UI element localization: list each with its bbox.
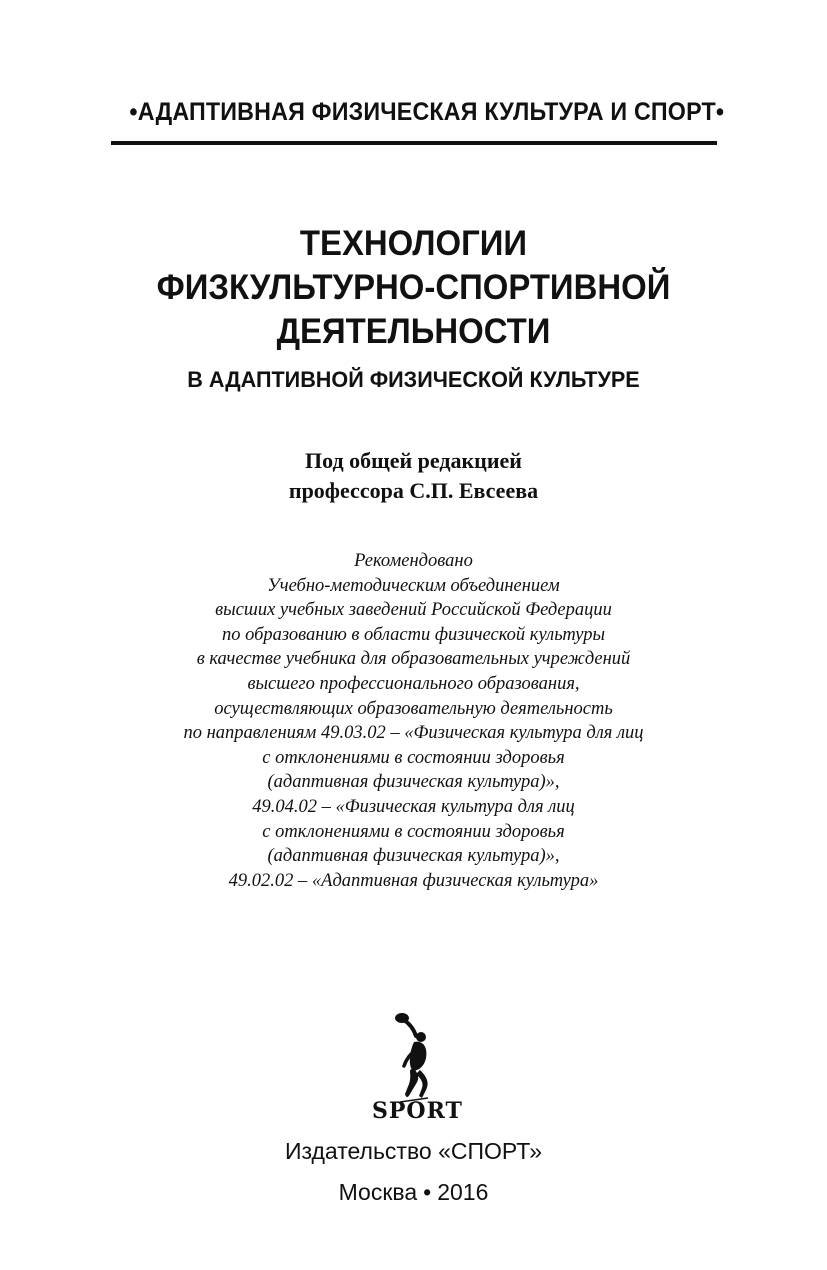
- imprint-line: [100, 1177, 727, 1207]
- recommendation-line: (адаптивная физическая культура)»,: [267, 772, 560, 793]
- recommendation-line: высших учебных заведений Российской Федерации: [215, 600, 612, 621]
- recommendation-text: [60, 549, 767, 893]
- recommendation-line: с отклонениями в состоянии здоровья: [262, 821, 565, 842]
- series-divider: [111, 141, 717, 145]
- recommendation-line: осуществляющих образовательную деятельность: [214, 698, 613, 719]
- editor-line: Под общей редакцией: [305, 448, 522, 473]
- recommendation-line: с отклонениями в состоянии здоровья: [262, 747, 565, 768]
- logo-wordmark: SPORT: [372, 1098, 463, 1124]
- book-title-line: ФИЗКУЛЬТУРНО-СПОРТИВНОЙ: [156, 268, 671, 307]
- city: Москва: [338, 1179, 418, 1205]
- year: 2016: [437, 1179, 489, 1205]
- series-title: •АДАПТИВНАЯ ФИЗИЧЕСКАЯ КУЛЬТУРА И СПОРТ•: [129, 98, 725, 126]
- editor-credit: [100, 446, 727, 506]
- book-subtitle: В АДАПТИВНОЙ ФИЗИЧЕСКОЙ КУЛЬТУРЕ: [187, 367, 640, 392]
- editor-line: профессора С.П. Евсеева: [288, 478, 539, 503]
- recommendation-line: (адаптивная физическая культура)»,: [267, 846, 560, 867]
- recommendation-line: Учебно-методическим объединением: [267, 575, 560, 596]
- book-title-line: ТЕХНОЛОГИИ: [299, 224, 528, 263]
- recommendation-line: в качестве учебника для образовательных учреждений: [196, 649, 631, 670]
- bullet-separator: •: [423, 1179, 432, 1205]
- book-title-line: ДЕЯТЕЛЬНОСТИ: [276, 312, 551, 351]
- publisher-name: Издательство «СПОРТ»: [284, 1138, 543, 1164]
- publisher-logo: [364, 1006, 464, 1126]
- recommendation-line: 49.02.02 – «Адаптивная физическая культура»: [228, 870, 599, 891]
- recommendation-line: высшего профессионального образования,: [247, 673, 580, 694]
- recommendation-line: 49.04.02 – «Физическая культура для лиц: [252, 796, 575, 817]
- recommendation-line: по направлениям 49.03.02 – «Физическая культура для лиц: [183, 723, 644, 744]
- book-title: [81, 222, 746, 354]
- recommendation-line: по образованию в области физической культуры: [221, 624, 606, 645]
- recommendation-line: Рекомендовано: [354, 551, 473, 571]
